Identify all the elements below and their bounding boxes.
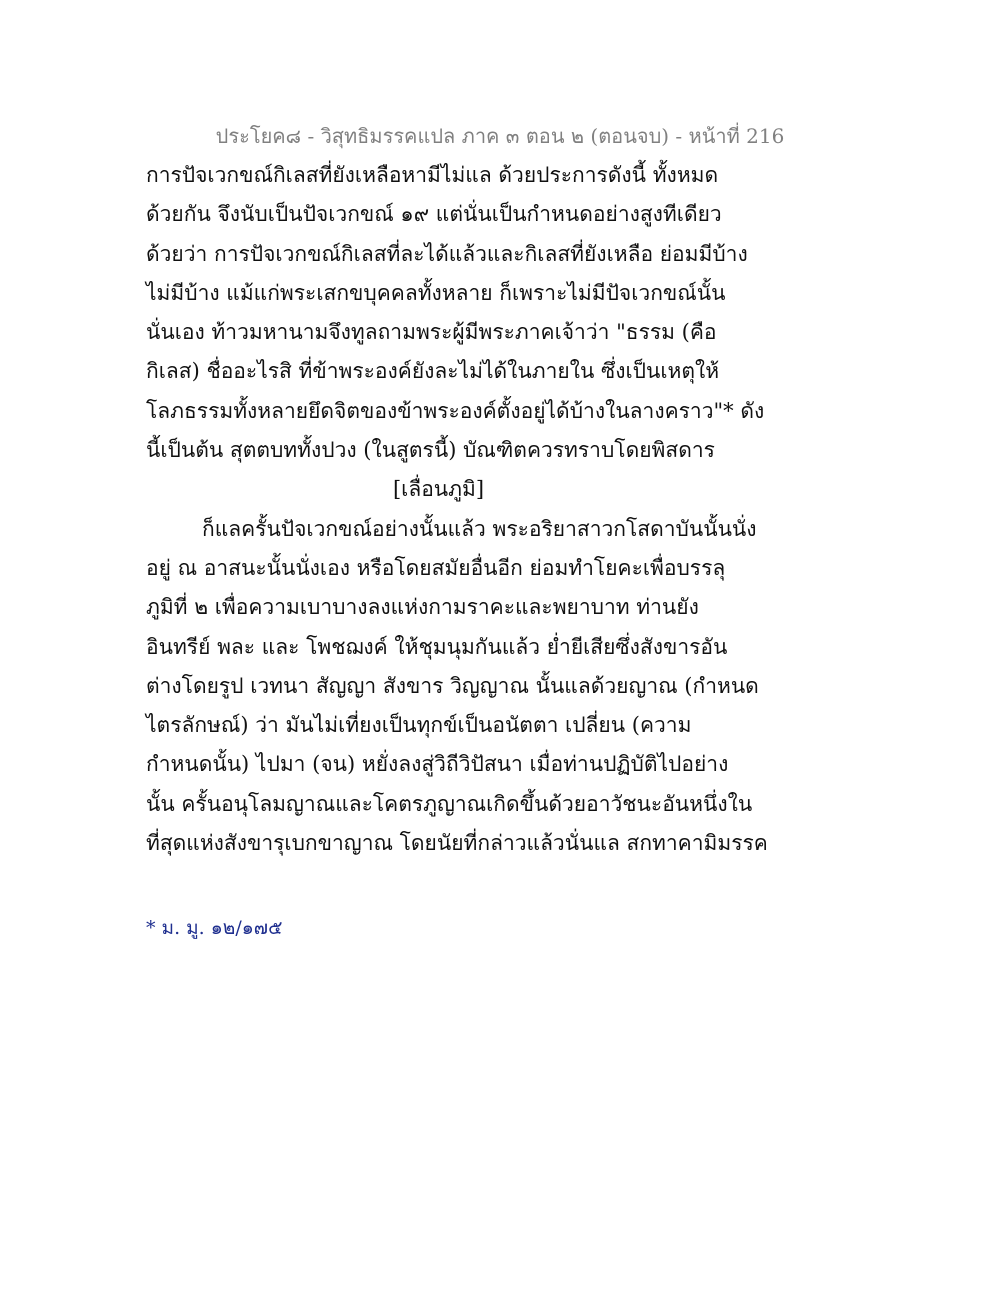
text-line: ก็แลครั้นปัจเวกขณ์อย่างนั้นแล้ว พระอริยาสาวกโสดาบันนั้นนั่ง xyxy=(202,516,757,541)
text-line: นั้น ครั้นอนุโลมญาณและโคตรภูญาณเกิดขึ้นด้วยอาวัชนะอันหนึ่งใน xyxy=(146,791,753,816)
text-line: ไตรลักษณ์) ว่า มันไม่เที่ยงเป็นทุกข์เป็นอนัตตา เปลี่ยน (ความ xyxy=(146,713,692,738)
running-header: ประโยค๘ - วิสุทธิมรรคแปล ภาค ๓ ตอน ๒ (ตอนจบ) - หน้าที่ 216 xyxy=(215,124,785,148)
text-line: กิเลส) ชื่ออะไรสิ ที่ข้าพระองค์ยังละไม่ได้ในภายใน ซึ่งเป็นเหตุให้ xyxy=(146,359,720,384)
text-line: ไม่มีบ้าง แม้แก่พระเสกขบุคคลทั้งหลาย ก็เพราะไม่มีปัจเวกขณ์นั้น xyxy=(146,280,726,305)
text-line: ที่สุดแห่งสังขารุเบกขาญาณ โดยนัยที่กล่าวแล้วนั่นแล สกทาคามิมรรค xyxy=(146,831,768,856)
text-line: อยู่ ณ อาสนะนั้นนั่งเอง หรือโดยสมัยอื่นอีก ย่อมทำโยคะเพื่อบรรลุ xyxy=(146,555,726,580)
text-line: นั่นเอง ท้าวมหานามจึงทูลถามพระผู้มีพระภาคเจ้าว่า "ธรรม (คือ xyxy=(146,320,717,345)
main-text xyxy=(146,156,768,863)
text-line: การปัจเวกขณ์กิเลสที่ยังเหลือหามีไม่แล ด้วยประการดังนี้ ทั้งหมด xyxy=(146,163,719,187)
text-line: ด้วยกัน จึงนับเป็นปัจเวกขณ์ ๑๙ แต่นั่นเป็นกำหนดอย่างสูงทีเดียว xyxy=(146,202,722,227)
section-heading: [เลื่อนภูมิ] xyxy=(392,477,485,502)
text-line: ด้วยว่า การปัจเวกขณ์กิเลสที่ละได้แล้วและกิเลสที่ยังเหลือ ย่อมมีบ้าง xyxy=(146,241,748,266)
text-line: นี้เป็นต้น สุตตบททั้งปวง (ในสูตรนี้) บัณฑิตควรทราบโดยพิสดาร xyxy=(146,438,715,463)
text-line: อินทรีย์ พละ และ โพชฌงค์ ให้ชุมนุมกันแล้ว ย่ำยีเสียซึ่งสังขารอัน xyxy=(146,634,728,659)
text-line: ต่างโดยรูป เวทนา สัญญา สังขาร วิญญาณ นั้นแลด้วยญาณ (กำหนด xyxy=(146,673,759,698)
text-line: โลภธรรมทั้งหลายยึดจิตของข้าพระองค์ตั้งอยู่ได้บ้างในลางคราว"* ดัง xyxy=(146,398,765,423)
footnote: * ม. มู. ๑๒/๑๗๕ xyxy=(146,917,283,939)
text-line: ภูมิที่ ๒ เพื่อความเบาบางลงแห่งกามราคะและพยาบาท ท่านยัง xyxy=(146,595,699,620)
text-line: กำหนดนั้น) ไปมา (จน) หยั่งลงสู่วิถีวิปัสนา เมื่อท่านปฏิบัติไปอย่าง xyxy=(146,752,729,777)
